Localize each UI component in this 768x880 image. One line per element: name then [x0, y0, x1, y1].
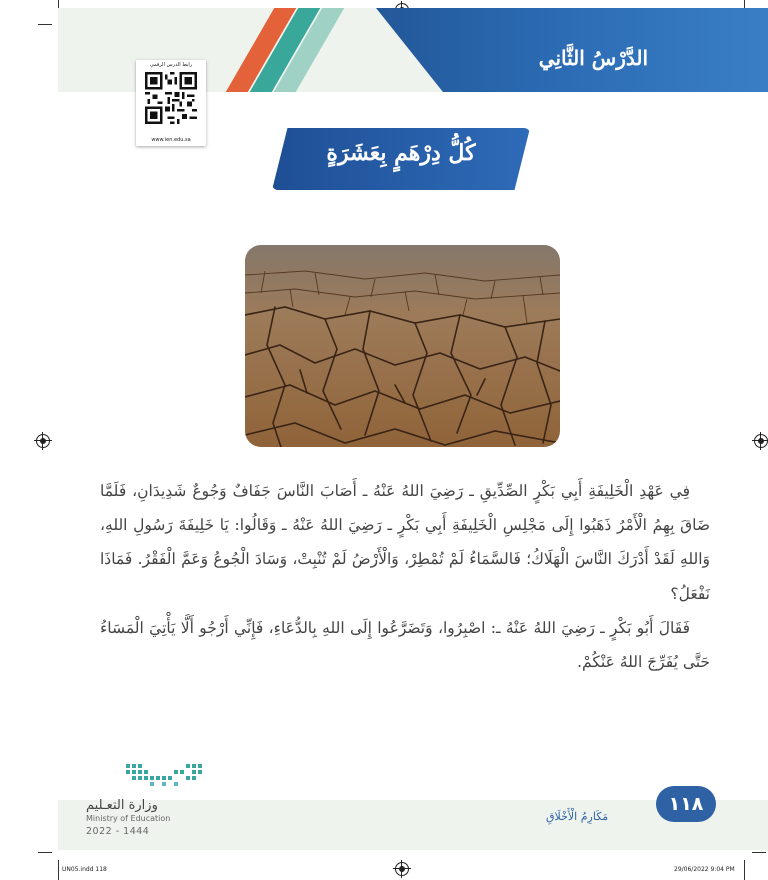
story-paragraph-2: فَقَالَ أَبُو بَكْرٍ ـ رَضِيَ اللهُ عَنْهُ ـ: اصْبِرُوا، وَتَضَرَّعُوا إِلَى اللهِ بِالدُّعَاءِ، فَإِنِّي أَرْجُو أَلَّا يَأْتِيَ الْمَسَاءُ حَتَّى يُفَرِّجَ اللهُ عَنْكُمْ.: [100, 618, 710, 672]
page-number-badge: ١١٨: [656, 786, 716, 822]
lesson-banner-title: كُلُّ دِرْهَمٍ بِعَشَرَةٍ: [326, 140, 476, 166]
story-paragraph-1: فِي عَهْدِ الْخَلِيفَةِ أَبِي بَكْرٍ الصِّدِّيقِ ـ رَضِيَ اللهُ عَنْهُ ـ أَصَابَ النَّاسَ جَفَافٌ وَجُوعٌ شَدِيدَانِ، فَلَمَّا ضَاقَ بِهِمُ الْأَمْرُ ذَهَبُوا إِلَى مَجْلِسِ الْخَلِيفَةِ أَبِي بَكْرٍ ـ رَضِيَ اللهُ عَنْهُ ـ وَقَالُوا: يَا خَلِيفَةَ رَسُولِ اللهِ، وَاللهِ لَقَدْ أَدْرَكَ النَّاسَ الْهَلَاكُ؛ فَالسَّمَاءُ لَمْ تُمْطِرْ، وَالْأَرْضُ لَمْ تُنْبِتْ، وَسَادَ الْجُوعُ وَعَمَّ الْفَقْرُ. فَمَاذَا نَفْعَلُ؟: [100, 482, 710, 603]
crop-mark: [38, 24, 52, 25]
unit-name: مَكَارِمُ الْأَخْلَاقِ: [546, 810, 609, 823]
qr-label: رابط الدرس الرقمي: [149, 62, 193, 68]
dry-cracked-earth-image: [245, 245, 560, 447]
crop-mark: [744, 860, 745, 880]
crop-mark: [58, 860, 59, 880]
slug-date: 29/06/2022 9:04 PM: [674, 866, 735, 873]
crop-mark: [752, 852, 766, 853]
slug-file: UN05.indd 118: [62, 866, 107, 873]
qr-url: www.ien.edu.sa: [151, 137, 191, 143]
lesson-title: الدَّرْسُ الثَّانِي: [538, 46, 648, 70]
ministry-logo-icon: [124, 762, 208, 790]
ministry-name-english: Ministry of Education: [86, 814, 171, 823]
crop-mark: [38, 852, 52, 853]
ministry-name-arabic: وزارة التعـليم: [86, 798, 158, 813]
registration-mark-icon: [754, 434, 768, 448]
edition-year: 2022 - 1444: [86, 826, 150, 837]
dry-cracked-earth-photo: [245, 245, 560, 447]
registration-mark-icon: [36, 434, 50, 448]
qr-code-icon: [145, 72, 197, 124]
story-text: [100, 474, 710, 679]
registration-mark-icon: [395, 862, 409, 876]
qr-card[interactable]: [136, 60, 206, 146]
